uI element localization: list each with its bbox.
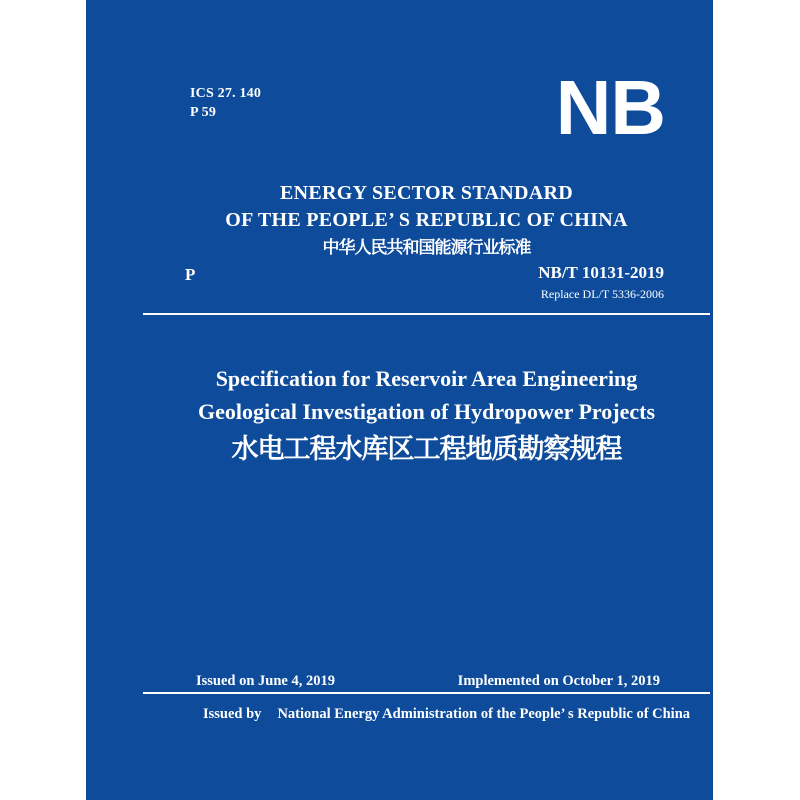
standard-number: NB/T 10131-2019 bbox=[538, 263, 664, 282]
standard-org-heading bbox=[143, 180, 710, 261]
issued-date: Issued on June 4, 2019 bbox=[196, 673, 335, 689]
divider-line-bottom bbox=[143, 692, 710, 694]
issued-by-row bbox=[203, 704, 710, 724]
class-code-p: P bbox=[185, 265, 196, 284]
org-heading-en-line2: OF THE PEOPLE’ S REPUBLIC OF CHINA bbox=[225, 209, 628, 231]
doc-class-code: P 59 bbox=[190, 105, 217, 120]
cover-panel bbox=[86, 0, 713, 800]
standard-number-block bbox=[538, 264, 664, 301]
standard-title-block bbox=[143, 362, 710, 468]
title-en-line2: Geological Investigation of Hydropower Projects bbox=[197, 399, 656, 424]
org-heading-zh: 中华人民共和国能源行业标准 bbox=[322, 238, 531, 257]
divider-line-top bbox=[143, 313, 710, 315]
issued-by-label: Issued by bbox=[203, 706, 262, 722]
designation-row bbox=[143, 264, 710, 308]
org-heading-en-line1: ENERGY SECTOR STANDARD bbox=[280, 182, 573, 204]
issued-by-organization: National Energy Administration of the People’ s Republic of China bbox=[277, 706, 691, 722]
title-en-line1: Specification for Reservoir Area Engineering bbox=[215, 366, 638, 391]
title-zh: 水电工程水库区工程地质勘察规程 bbox=[231, 434, 622, 464]
dates-row bbox=[196, 672, 660, 690]
cover-content-column bbox=[143, 0, 710, 800]
replaced-standard: Replace DL/T 5336-2006 bbox=[540, 287, 664, 301]
nb-logo: NB bbox=[555, 65, 665, 151]
ics-classification-block bbox=[190, 84, 261, 122]
implemented-date: Implemented on October 1, 2019 bbox=[457, 673, 660, 689]
ics-code: ICS 27. 140 bbox=[190, 86, 262, 101]
